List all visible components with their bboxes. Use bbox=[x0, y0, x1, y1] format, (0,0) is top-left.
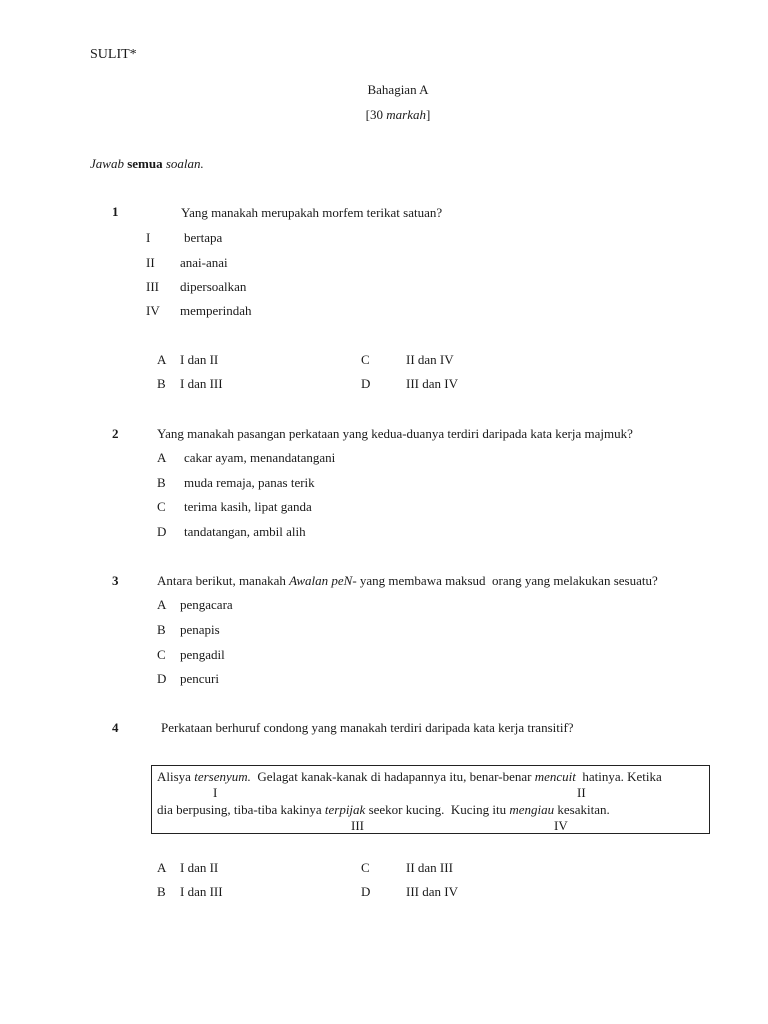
question-number: 1 bbox=[112, 204, 119, 219]
question-text: Antara berikut, manakah Awalan peN- yang membawa maksud orang yang melakukan sesuatu? bbox=[157, 573, 658, 588]
option-text: I dan III bbox=[180, 376, 223, 391]
item-text: memperindah bbox=[180, 303, 252, 318]
confidential-label: SULIT* bbox=[90, 47, 137, 62]
option-letter: D bbox=[361, 376, 371, 391]
marks-label: [30 markah] bbox=[365, 107, 431, 122]
item-roman: IV bbox=[146, 303, 160, 318]
option-text: terima kasih, lipat ganda bbox=[184, 499, 312, 514]
passage-line-2: dia berpusing, tiba-tiba kakinya terpijak seekor kucing. Kucing itu mengiau kesakitan. bbox=[157, 802, 610, 817]
option-text: pencuri bbox=[180, 671, 219, 686]
option-text: II dan III bbox=[406, 860, 453, 875]
question-number: 4 bbox=[112, 720, 119, 735]
option-letter: B bbox=[157, 475, 166, 490]
option-text: III dan IV bbox=[406, 376, 458, 391]
option-text: tandatangan, ambil alih bbox=[184, 524, 306, 539]
option-letter: B bbox=[157, 376, 166, 391]
option-text: muda remaja, panas terik bbox=[184, 475, 315, 490]
option-letter: C bbox=[157, 647, 166, 662]
option-letter: A bbox=[157, 597, 167, 612]
option-text: III dan IV bbox=[406, 884, 458, 899]
option-text: pengacara bbox=[180, 597, 233, 612]
option-letter: B bbox=[157, 622, 166, 637]
option-letter: D bbox=[157, 524, 167, 539]
option-text: I dan III bbox=[180, 884, 223, 899]
marker-1: I bbox=[213, 785, 218, 800]
option-letter: C bbox=[361, 860, 370, 875]
section-title: Bahagian A bbox=[367, 82, 429, 97]
question-text: Perkataan berhuruf condong yang manakah terdiri daripada kata kerja transitif? bbox=[161, 720, 574, 735]
option-letter: D bbox=[157, 671, 167, 686]
option-letter: C bbox=[157, 499, 166, 514]
item-roman: III bbox=[146, 279, 159, 294]
marker-4: IV bbox=[554, 818, 568, 833]
option-letter: A bbox=[157, 450, 167, 465]
question-number: 2 bbox=[112, 426, 119, 441]
passage-line-1: Alisya tersenyum. Gelagat kanak-kanak di hadapannya itu, benar-benar mencuit hatinya. Ketika bbox=[157, 769, 662, 784]
option-letter: C bbox=[361, 352, 370, 367]
item-text: bertapa bbox=[184, 230, 223, 245]
option-text: penapis bbox=[180, 622, 220, 637]
item-text: anai-anai bbox=[180, 255, 228, 270]
question-number: 3 bbox=[112, 573, 119, 588]
item-roman: I bbox=[146, 230, 151, 245]
marker-3: III bbox=[351, 818, 364, 833]
option-letter: A bbox=[157, 860, 167, 875]
option-text: cakar ayam, menandatangani bbox=[184, 450, 336, 465]
option-letter: D bbox=[361, 884, 371, 899]
question-text: Yang manakah merupakah morfem terikat satuan? bbox=[181, 205, 443, 220]
option-text: I dan II bbox=[180, 352, 219, 367]
instruction: Jawab semua soalan. bbox=[90, 156, 204, 171]
option-text: II dan IV bbox=[406, 352, 454, 367]
question-text: Yang manakah pasangan perkataan yang kedua-duanya terdiri daripada kata kerja majmuk? bbox=[157, 426, 633, 441]
item-roman: II bbox=[146, 255, 155, 270]
option-text: pengadil bbox=[180, 647, 225, 662]
option-letter: B bbox=[157, 884, 166, 899]
option-letter: A bbox=[157, 352, 167, 367]
marker-2: II bbox=[577, 785, 586, 800]
item-text: dipersoalkan bbox=[180, 279, 247, 294]
option-text: I dan II bbox=[180, 860, 219, 875]
